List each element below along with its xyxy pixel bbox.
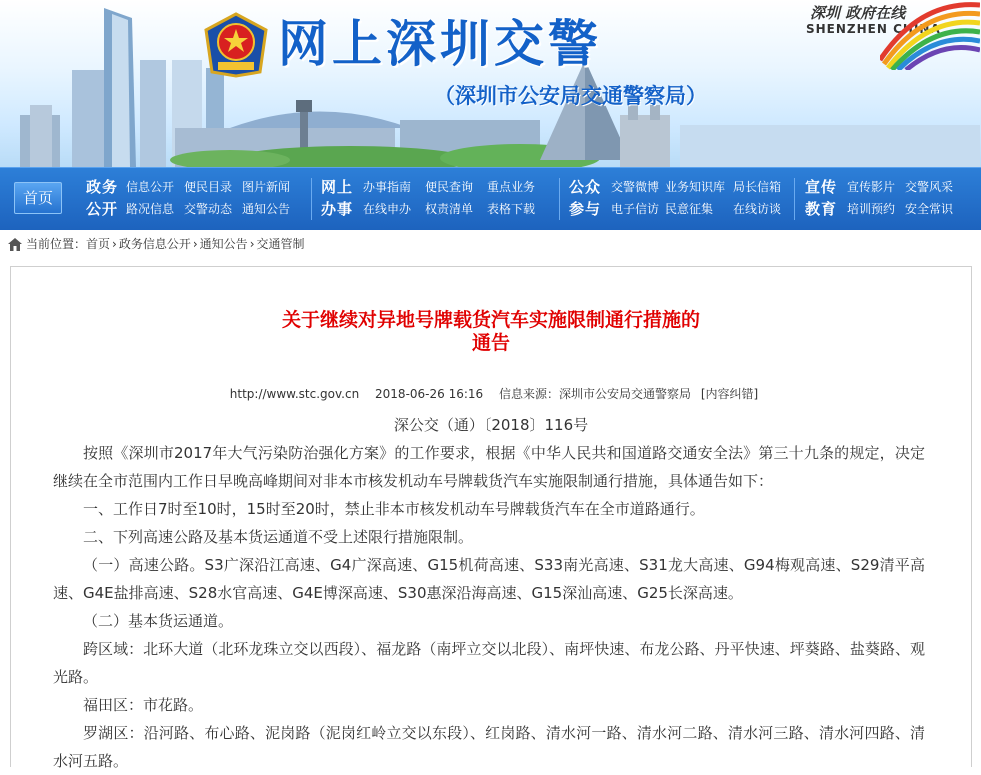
nav-link-online-application[interactable]: 在线申办 — [363, 202, 412, 216]
main-navigation — [0, 167, 981, 230]
nav-divider — [794, 178, 795, 220]
rainbow-logo-icon — [880, 0, 980, 70]
breadcrumb-government-info[interactable]: 政务信息公开 — [118, 237, 191, 251]
nav-heading-line: 政务 — [86, 178, 119, 196]
nav-heading-line: 教育 — [805, 200, 838, 218]
nav-link-form-download[interactable]: 表格下载 — [487, 202, 536, 216]
site-title: 网上深圳交警 — [278, 15, 602, 73]
nav-link-training-booking[interactable]: 培训预约 — [847, 202, 896, 216]
breadcrumb — [8, 235, 305, 253]
site-banner — [0, 0, 981, 167]
nav-divider — [311, 178, 312, 220]
nav-group-public-participation — [569, 176, 794, 224]
nav-link-police-weibo[interactable]: 交警微博 — [611, 180, 660, 194]
article-info-source: 信息来源：深圳市公安局交通警察局 — [499, 387, 692, 401]
article-panel — [10, 266, 972, 770]
nav-divider — [559, 178, 560, 220]
nav-link-safety-tips[interactable]: 安全常识 — [905, 202, 954, 216]
breadcrumb-home[interactable]: 首页 — [86, 237, 111, 251]
article-paragraph: 二、下列高速公路及基本货运通道不受上述限行措施限制。 — [83, 528, 474, 546]
nav-heading-line: 公众 — [569, 178, 602, 196]
nav-link-online-interview[interactable]: 在线访谈 — [733, 202, 782, 216]
nav-link-police-news[interactable]: 交警动态 — [184, 202, 233, 216]
police-emblem-icon — [204, 12, 268, 78]
nav-home-button[interactable]: 首页 — [14, 182, 62, 214]
breadcrumb-traffic-control[interactable]: 交通管制 — [256, 237, 305, 251]
nav-group-heading — [569, 176, 603, 220]
nav-heading-line: 网上 — [321, 178, 354, 196]
document-number: 深公交（通）〔2018〕116号 — [393, 416, 589, 434]
article-body — [53, 439, 925, 775]
nav-link-notices[interactable]: 通知公告 — [242, 202, 291, 216]
article-date: 2018-06-26 16:16 — [375, 387, 484, 401]
breadcrumb-notices[interactable]: 通知公告 — [199, 237, 248, 251]
article-paragraph: 罗湖区：沿河路、布心路、泥岗路（泥岗红岭立交以东段）、红岗路、清水河一路、清水河二路、清水河三路、清水河四路、清水河五路。 — [53, 724, 925, 770]
shenzhen-government-online-logo[interactable]: 深圳 政府在线 — [810, 4, 906, 22]
nav-link-power-list[interactable]: 权责清单 — [425, 202, 474, 216]
article-paragraph: 跨区域：北环大道（北环龙珠立交以西段）、福龙路（南坪立交以北段）、南坪快速、布龙公路、丹平快速、坪葵路、盐葵路、观光路。 — [53, 640, 925, 686]
nav-link-key-business[interactable]: 重点业务 — [487, 180, 536, 194]
breadcrumb-label: 当前位置： — [26, 237, 87, 251]
nav-link-opinion-collection[interactable]: 民意征集 — [665, 202, 714, 216]
chevron-right-icon: › — [192, 237, 198, 251]
nav-link-promo-videos[interactable]: 宣传影片 — [847, 180, 896, 194]
nav-link-photo-news[interactable]: 图片新闻 — [242, 180, 291, 194]
home-icon — [8, 238, 22, 251]
nav-link-e-petition[interactable]: 电子信访 — [611, 202, 660, 216]
article-title — [11, 309, 971, 355]
shenzhen-china-logo-text: SHENZHEN CHINA — [806, 22, 941, 36]
nav-group-heading — [805, 176, 839, 220]
nav-link-road-conditions[interactable]: 路况信息 — [126, 202, 175, 216]
nav-link-public-directory[interactable]: 便民目录 — [184, 180, 233, 194]
article-meta — [11, 385, 971, 402]
article-paragraph: 福田区：市花路。 — [83, 696, 204, 714]
article-paragraph: （二）基本货运通道。 — [83, 612, 234, 630]
article-title-line: 关于继续对异地号牌载货汽车实施限制通行措施的 — [281, 309, 700, 331]
article-title-line: 通告 — [471, 332, 510, 354]
nav-heading-line: 办事 — [321, 200, 354, 218]
nav-link-director-mailbox[interactable]: 局长信箱 — [733, 180, 782, 194]
article-source-url: http://www.stc.gov.cn — [229, 387, 360, 401]
nav-link-public-query[interactable]: 便民查询 — [425, 180, 474, 194]
nav-link-knowledge-base[interactable]: 业务知识库 — [665, 180, 726, 194]
site-subtitle: （深圳市公安局交通警察局） — [434, 84, 707, 108]
nav-link-info-disclosure[interactable]: 信息公开 — [126, 180, 175, 194]
nav-group-government-affairs — [86, 176, 301, 224]
nav-heading-line: 参与 — [569, 200, 602, 218]
nav-link-police-style[interactable]: 交警风采 — [905, 180, 954, 194]
content-correction-link[interactable]: [内容纠错] — [700, 387, 759, 401]
nav-group-heading — [321, 176, 355, 220]
nav-link-service-guide[interactable]: 办事指南 — [363, 180, 412, 194]
chevron-right-icon: › — [249, 237, 255, 251]
article-paragraph: 一、工作日7时至10时，15时至20时，禁止非本市核发机动车号牌载货汽车在全市道路通行。 — [83, 500, 705, 518]
article-paragraph: 按照《深圳市2017年大气污染防治强化方案》的工作要求，根据《中华人民共和国道路交通安全法》第三十九条的规定，决定继续在全市范围内工作日早晚高峰期间对非本市核发机动车号牌载货汽车实施限制通行措施，具体通告如下： — [53, 444, 925, 490]
chevron-right-icon: › — [112, 237, 117, 251]
nav-group-online-services — [321, 176, 546, 224]
nav-heading-line: 公开 — [86, 200, 119, 218]
article-paragraph: （一）高速公路。S3广深沿江高速、G4广深高速、G15机荷高速、S33南光高速、S31龙大高速、G94梅观高速、S29清平高速、G4E盐排高速、S28水官高速、G4E博深高速、S30惠深沿海高速、G15深汕高速、G25长深高速。 — [53, 556, 925, 602]
nav-heading-line: 宣传 — [805, 178, 838, 196]
nav-group-heading — [86, 176, 120, 220]
nav-group-publicity-education — [805, 176, 975, 224]
